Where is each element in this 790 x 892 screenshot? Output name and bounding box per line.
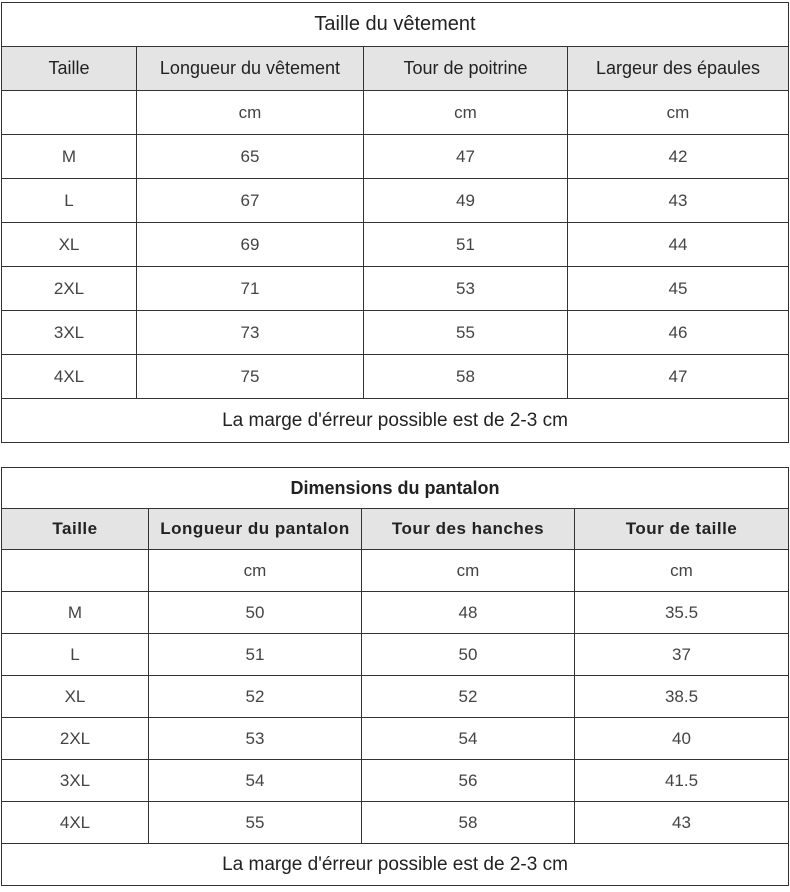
value-cell: 55 <box>364 311 568 355</box>
value-cell: 35.5 <box>575 592 789 634</box>
value-cell: 45 <box>568 267 789 311</box>
value-cell: 37 <box>575 634 789 676</box>
value-cell: 71 <box>137 267 364 311</box>
value-cell: 53 <box>364 267 568 311</box>
table-row <box>2 179 789 223</box>
value-cell: 69 <box>137 223 364 267</box>
value-cell: 65 <box>137 135 364 179</box>
size-cell: M <box>2 135 137 179</box>
value-cell: 46 <box>568 311 789 355</box>
unit-cell: cm <box>568 91 789 135</box>
size-cell: L <box>2 179 137 223</box>
value-cell: 51 <box>149 634 362 676</box>
table-row <box>2 634 789 676</box>
column-header-hips: Tour des hanches <box>362 509 575 550</box>
value-cell: 47 <box>364 135 568 179</box>
value-cell: 49 <box>364 179 568 223</box>
table-row <box>2 592 789 634</box>
unit-cell: cm <box>575 550 789 592</box>
table-row <box>2 135 789 179</box>
units-row <box>2 550 789 592</box>
value-cell: 47 <box>568 355 789 399</box>
column-header-pants-length: Longueur du pantalon <box>149 509 362 550</box>
value-cell: 42 <box>568 135 789 179</box>
value-cell: 50 <box>362 634 575 676</box>
value-cell: 54 <box>362 718 575 760</box>
unit-cell: cm <box>362 550 575 592</box>
table-row <box>2 760 789 802</box>
column-header-garment-length: Longueur du vêtement <box>137 47 364 91</box>
size-cell: M <box>2 592 149 634</box>
margin-of-error-note: La marge d'érreur possible est de 2-3 cm <box>2 399 789 443</box>
unit-cell <box>2 91 137 135</box>
value-cell: 43 <box>568 179 789 223</box>
table-row <box>2 802 789 844</box>
units-row <box>2 91 789 135</box>
size-cell: 4XL <box>2 355 137 399</box>
clothing-size-table <box>1 2 789 443</box>
table-row <box>2 355 789 399</box>
value-cell: 53 <box>149 718 362 760</box>
table-row <box>2 718 789 760</box>
table-row <box>2 223 789 267</box>
unit-cell: cm <box>137 91 364 135</box>
value-cell: 52 <box>149 676 362 718</box>
size-cell: 2XL <box>2 267 137 311</box>
pants-size-table <box>1 467 789 886</box>
value-cell: 38.5 <box>575 676 789 718</box>
value-cell: 73 <box>137 311 364 355</box>
table-title: Taille du vêtement <box>2 3 789 47</box>
table-row <box>2 267 789 311</box>
size-cell: 4XL <box>2 802 149 844</box>
column-header-size: Taille <box>2 47 137 91</box>
table-row <box>2 311 789 355</box>
value-cell: 50 <box>149 592 362 634</box>
value-cell: 75 <box>137 355 364 399</box>
unit-cell <box>2 550 149 592</box>
value-cell: 48 <box>362 592 575 634</box>
table-title: Dimensions du pantalon <box>2 468 789 509</box>
value-cell: 51 <box>364 223 568 267</box>
value-cell: 54 <box>149 760 362 802</box>
value-cell: 58 <box>362 802 575 844</box>
size-cell: 3XL <box>2 311 137 355</box>
value-cell: 58 <box>364 355 568 399</box>
column-header-waist: Tour de taille <box>575 509 789 550</box>
value-cell: 44 <box>568 223 789 267</box>
column-header-shoulder-width: Largeur des épaules <box>568 47 789 91</box>
size-cell: L <box>2 634 149 676</box>
value-cell: 56 <box>362 760 575 802</box>
margin-of-error-note: La marge d'érreur possible est de 2-3 cm <box>2 844 789 886</box>
value-cell: 41.5 <box>575 760 789 802</box>
column-header-size: Taille <box>2 509 149 550</box>
size-cell: XL <box>2 676 149 718</box>
unit-cell: cm <box>149 550 362 592</box>
column-header-chest: Tour de poitrine <box>364 47 568 91</box>
value-cell: 43 <box>575 802 789 844</box>
size-cell: XL <box>2 223 137 267</box>
size-cell: 2XL <box>2 718 149 760</box>
unit-cell: cm <box>364 91 568 135</box>
table-row <box>2 676 789 718</box>
value-cell: 40 <box>575 718 789 760</box>
value-cell: 55 <box>149 802 362 844</box>
value-cell: 52 <box>362 676 575 718</box>
value-cell: 67 <box>137 179 364 223</box>
size-cell: 3XL <box>2 760 149 802</box>
